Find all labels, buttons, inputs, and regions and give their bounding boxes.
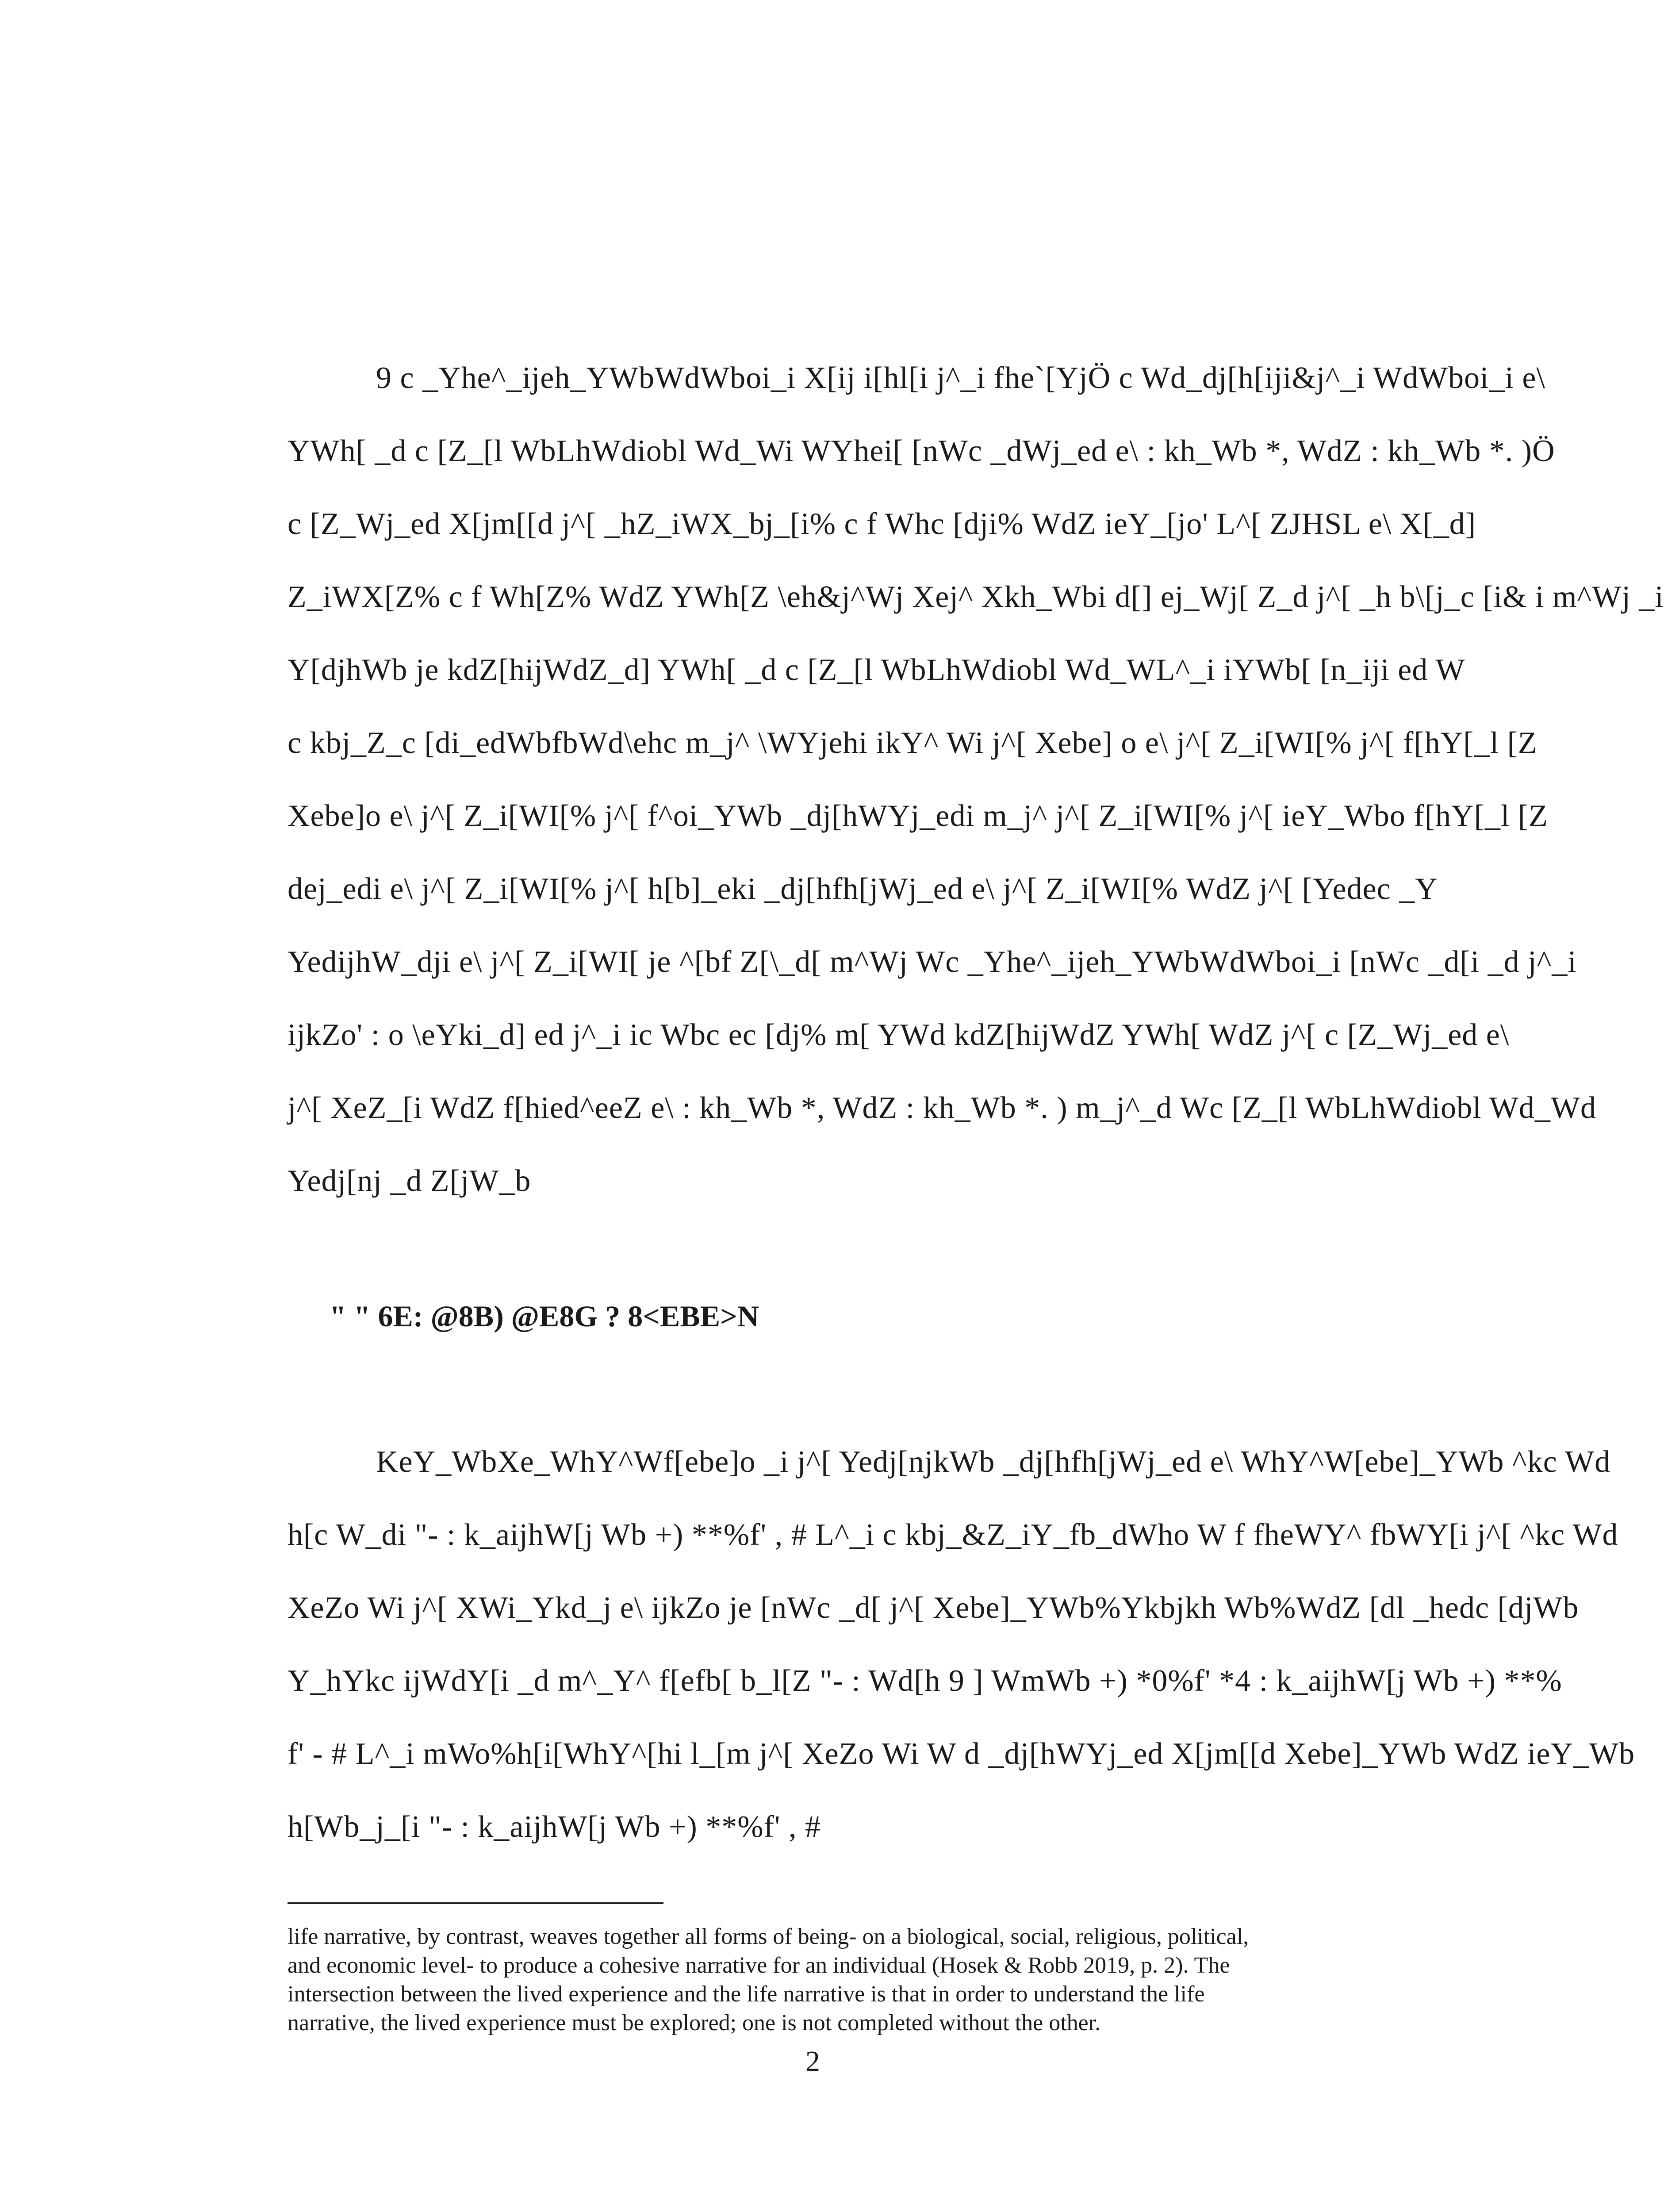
section-heading: " " 6E: @8B) @E8G ? 8<EBE>N — [330, 1299, 759, 1333]
footnote-line: narrative, the lived experience must be explored; one is not completed without the other. — [288, 2010, 1101, 2035]
body-paragraph-2 — [288, 1444, 1635, 1882]
body-line: Z_iWX[Z% c f Wh[Z% WdZ YWh[Z \eh&j^Wj Xej^ Xkh_Wbi d[] ej_Wj[ Z_d j^[ _h b\[j_c [i& i m^Wj _i — [288, 580, 1664, 614]
body-line: ijkZo' : o \eYki_d] ed j^_i ic Wbc ec [dj% m[ YWd kdZ[hijWdZ YWh[ WdZ j^[ c [Z_Wj_ed e\ — [288, 1018, 1510, 1052]
body-line: XeZo Wi j^[ XWi_Ykd_j e\ ijkZo je [nWc _d[ j^[ Xebe]_YWb%Ykbjkh Wb%WdZ [dl _hedc [djWb — [288, 1591, 1579, 1625]
body-line: Y_hYkc ijWdY[i _d m^_Y^ f[efb[ b_l[Z "- : Wd[h 9 ] WmWb +) *0%f' *4 : k_aijhW[j Wb +) **% — [288, 1664, 1562, 1698]
body-line: 9 c _Yhe^_ijeh_YWbWdWboi_i X[ij i[hl[i j^_i fhe`[YjÖ c Wd_dj[h[iji&j^_i WdWboi_i e\ — [376, 361, 1545, 395]
body-line: c kbj_Z_c [di_edWbfbWd\ehc m_j^ \WYjehi ikY^ Wi j^[ Xebe] o e\ j^[ Z_i[WI[% j^[ f[hY[_l [Z — [288, 726, 1537, 760]
body-line: h[Wb_j_[i "- : k_aijhW[j Wb +) **%f' , # — [288, 1810, 821, 1844]
footnote-line: life narrative, by contrast, weaves together all forms of being- on a biological, social, religious, political, — [288, 1924, 1249, 1949]
footnote-line: intersection between the lived experience and the life narrative is that in order to understand the life — [288, 1982, 1205, 2007]
body-line: f' - # L^_i mWo%h[i[WhY^[hi l_[m j^[ XeZo Wi W d _dj[hWYj_ed X[jm[[d Xebe]_YWb WdZ ieY_Wb — [288, 1737, 1635, 1771]
body-line: YedijhW_dji e\ j^[ Z_i[WI[ je ^[bf Z[\_d[ m^Wj Wc _Yhe^_ijeh_YWbWdWboi_i [nWc _d[i _d j^_i — [288, 945, 1577, 979]
body-line: YWh[ _d c [Z_[l WbLhWdiobl Wd_Wi WYhei[ [nWc _dWj_ed e\ : kh_Wb *, WdZ : kh_Wb *. )Ö — [288, 434, 1555, 468]
body-line: Y[djhWb je kdZ[hijWdZ_d] YWh[ _d c [Z_[l WbLhWdiobl Wd_WL^_i iYWb[ [n_iji ed W — [288, 653, 1465, 687]
footnote-separator — [288, 1902, 663, 1904]
body-line: h[c W_di "- : k_aijhW[j Wb +) **%f' , # L^_i c kbj_&Z_iY_fb_dWho W f fheWY^ fbWY[i j^[ ^kc Wd — [288, 1518, 1618, 1552]
body-line: KeY_WbXe_WhY^Wf[ebe]o _i j^[ Yedj[njkWb _dj[hfh[jWj_ed e\ WhY^W[ebe]_YWb ^kc Wd — [376, 1445, 1611, 1479]
body-paragraph-1 — [288, 361, 1664, 1237]
page-number: 2 — [805, 2045, 820, 2078]
footnote — [288, 1922, 1411, 2037]
body-line: c [Z_Wj_ed X[jm[[d j^[ _hZ_iWX_bj_[i% c f Whc [dji% WdZ ieY_[jo' L^[ ZJHSL e\ X[_d] — [288, 507, 1476, 541]
body-line: j^[ XeZ_[i WdZ f[hied^eeZ e\ : kh_Wb *, WdZ : kh_Wb *. ) m_j^_d Wc [Z_[l WbLhWdiobl Wd_Wd — [288, 1091, 1596, 1125]
body-line: dej_edi e\ j^[ Z_i[WI[% j^[ h[b]_eki _dj[hfh[jWj_ed e\ j^[ Z_i[WI[% WdZ j^[ [Yedec _Y — [288, 872, 1438, 906]
footnote-line: and economic level- to produce a cohesive narrative for an individual (Hosek & Robb 2019, p. 2). The — [288, 1953, 1230, 1978]
body-line: Yedj[nj _d Z[jW_b — [288, 1164, 531, 1198]
body-line: Xebe]o e\ j^[ Z_i[WI[% j^[ f^oi_YWb _dj[hWYj_edi m_j^ j^[ Z_i[WI[% j^[ ieY_Wbo f[hY[_l [Z — [288, 799, 1548, 833]
